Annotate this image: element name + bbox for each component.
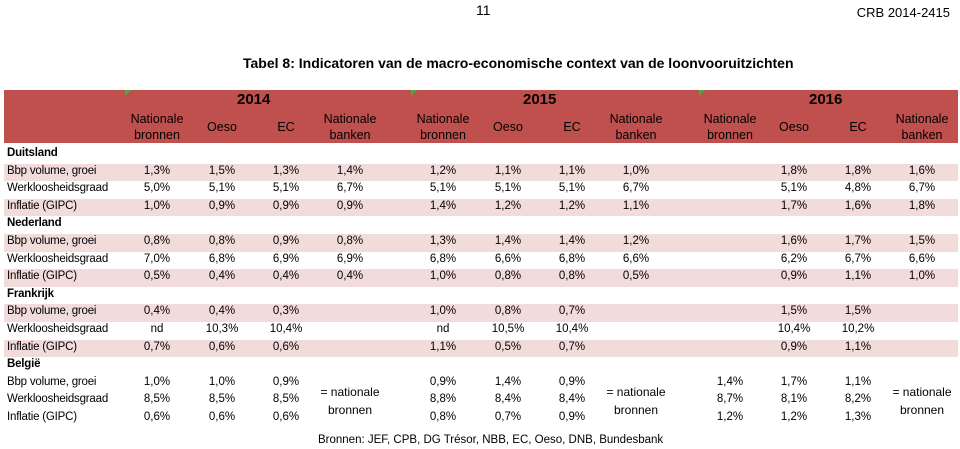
value-cell: 0,4% [143,305,171,318]
section-row [4,287,958,305]
value-cell: 0,9% [272,199,300,212]
value-cell: 0,7% [143,340,171,353]
value-cell: 0,9% [558,411,586,423]
row-label: Bbp volume, groei [7,305,97,318]
value-cell: 0,4% [208,305,236,318]
value-cell: 1,3% [143,164,171,177]
page-number: 11 [476,2,491,18]
column-header: Nationale banken [895,111,949,142]
column-header: Oeso [493,119,523,134]
value-cell: 1,8% [844,164,872,177]
value-cell: 0,8% [494,305,522,318]
value-cell: 10,3% [205,323,239,335]
column-header: Oeso [207,119,237,134]
table-row [4,375,958,393]
value-cell: 0,9% [272,375,300,388]
value-cell: 0,9% [272,235,300,247]
note-line: bronnen [327,403,373,418]
value-cell: 10,2% [841,323,875,335]
row-label: Bbp volume, groei [7,375,97,388]
table-row [4,269,958,287]
value-cell: nd [436,323,450,335]
column-header: Nationale bronnen [703,111,757,142]
value-cell: 1,4% [716,375,744,388]
value-cell: 1,2% [716,411,744,423]
value-cell: 1,1% [844,270,872,283]
value-cell: 1,2% [622,235,650,247]
value-cell: 1,0% [429,270,457,283]
value-cell: 8,5% [143,393,171,406]
value-cell: 0,8% [143,235,171,247]
value-cell: 1,3% [272,164,300,177]
value-cell: 0,9% [780,340,808,353]
value-cell: 6,8% [429,252,457,265]
value-cell: 6,7% [336,182,364,195]
column-header: Nationale bronnen [130,111,184,142]
year-label: 2014 [237,91,271,108]
table-row [4,199,958,217]
value-cell: 1,4% [558,235,586,247]
value-cell: 0,6% [272,340,300,353]
value-cell: 0,9% [780,270,808,283]
value-cell: 0,4% [272,270,300,283]
value-cell: 1,6% [844,199,872,212]
value-cell: 1,3% [429,235,457,247]
value-cell: 6,8% [208,252,236,265]
column-header: Oeso [779,119,809,134]
value-cell: 8,4% [558,393,586,406]
value-cell: 5,1% [429,182,457,195]
value-cell: 10,4% [777,323,811,335]
column-header: Nationale banken [609,111,663,142]
row-label: Werkloosheidsgraad [7,393,109,406]
value-cell: 10,4% [269,323,303,335]
section-row [4,146,958,164]
value-cell: 0,6% [143,411,171,423]
value-cell: 1,0% [429,305,457,318]
section-label: Nederland [7,217,62,230]
source-note: Bronnen: JEF, CPB, DG Trésor, NBB, EC, Oeso, DNB, Bundesbank [318,434,664,446]
value-cell: 0,7% [494,411,522,423]
value-cell: 1,1% [558,164,586,177]
note-line: = nationale [320,385,380,400]
value-cell: 6,6% [908,252,936,265]
value-cell: 1,5% [908,235,936,247]
value-cell: 6,6% [622,252,650,265]
value-cell: 0,5% [494,340,522,353]
value-cell: 6,8% [558,252,586,265]
value-cell: 0,6% [208,340,236,353]
value-cell: 1,0% [143,375,171,388]
value-cell: 1,7% [780,375,808,388]
value-cell: 0,6% [272,411,300,423]
value-cell: 0,9% [336,199,364,212]
table-row [4,410,958,428]
value-cell: 6,7% [622,182,650,195]
value-cell: 5,1% [208,182,236,195]
value-cell: 1,1% [622,199,650,212]
value-cell: 8,2% [844,393,872,406]
value-cell: 1,0% [908,270,936,283]
nationale-bronnen-note [882,375,960,428]
value-cell: 1,3% [844,411,872,423]
value-cell: 0,8% [429,411,457,423]
value-cell: 1,2% [429,164,457,177]
green-marker-icon [699,90,705,96]
row-label: Bbp volume, groei [7,235,97,247]
value-cell: 6,7% [908,182,936,195]
column-header: EC [277,119,295,134]
section-row [4,357,958,375]
table-row [4,322,958,340]
note-line: = nationale [892,385,952,400]
value-cell: 1,1% [844,340,872,353]
value-cell: 0,8% [208,235,236,247]
green-marker-icon [411,90,417,96]
section-label: België [7,358,41,371]
value-cell: 8,5% [208,393,236,406]
table-row [4,164,958,182]
section-label: Frankrijk [7,287,54,300]
document-reference: CRB 2014-2415 [856,5,950,20]
value-cell: 0,7% [558,305,586,318]
value-cell: 1,4% [494,375,522,388]
section-label: Duitsland [7,147,58,159]
value-cell: 0,9% [208,199,236,212]
value-cell: 1,0% [622,164,650,177]
note-line: bronnen [613,403,659,418]
value-cell: 4,8% [844,182,872,195]
value-cell: 0,4% [336,270,364,283]
value-cell: 10,4% [555,323,589,335]
value-cell: 6,6% [494,252,522,265]
year-label: 2016 [809,91,843,108]
value-cell: 5,1% [558,182,586,195]
row-label: Werkloosheidsgraad [7,182,109,195]
value-cell: 1,5% [844,305,872,318]
value-cell: 1,7% [844,235,872,247]
value-cell: 6,9% [336,252,364,265]
value-cell: 0,8% [494,270,522,283]
value-cell: 1,1% [844,375,872,388]
value-cell: 0,5% [143,270,171,283]
row-label: Werkloosheidsgraad [7,252,109,265]
value-cell: 0,8% [558,270,586,283]
value-cell: 8,5% [272,393,300,406]
table-row [4,234,958,252]
row-label: Bbp volume, groei [7,164,97,177]
value-cell: 1,8% [908,199,936,212]
table-row [4,304,958,322]
value-cell: 0,8% [336,235,364,247]
section-row [4,216,958,234]
value-cell: 1,2% [780,411,808,423]
value-cell: 0,3% [272,305,300,318]
value-cell: 0,4% [208,270,236,283]
note-line: = nationale [606,385,666,400]
value-cell: 1,1% [494,164,522,177]
value-cell: 0,6% [208,411,236,423]
value-cell: 7,0% [143,252,171,265]
table-row [4,181,958,199]
value-cell: 1,4% [336,164,364,177]
value-cell: 5,0% [143,182,171,195]
value-cell: nd [150,323,164,335]
value-cell: 1,5% [780,305,808,318]
value-cell: 1,2% [558,199,586,212]
value-cell: 1,4% [494,235,522,247]
value-cell: 0,7% [558,340,586,353]
value-cell: 1,8% [780,164,808,177]
value-cell: 10,5% [491,323,525,335]
nationale-bronnen-note [596,375,676,428]
value-cell: 1,7% [780,199,808,212]
row-label: Inflatie (GIPC) [7,199,77,212]
row-label: Inflatie (GIPC) [7,340,77,353]
column-header: EC [849,119,867,134]
column-header: Nationale banken [323,111,377,142]
table-title: Tabel 8: Indicatoren van de macro-economische context van de loonvooruitzichten [243,55,794,71]
value-cell: 0,9% [558,375,586,388]
value-cell: 1,0% [208,375,236,388]
value-cell: 6,2% [780,252,808,265]
green-marker-icon [125,90,131,96]
value-cell: 8,7% [716,393,744,406]
value-cell: 0,9% [429,375,457,388]
table-row [4,252,958,270]
value-cell: 1,1% [429,340,457,353]
value-cell: 5,1% [494,182,522,195]
value-cell: 1,6% [780,235,808,247]
row-label: Inflatie (GIPC) [7,411,77,423]
row-label: Werkloosheidsgraad [7,323,109,335]
value-cell: 1,4% [429,199,457,212]
value-cell: 6,9% [272,252,300,265]
value-cell: 5,1% [272,182,300,195]
table-row [4,340,958,358]
value-cell: 1,5% [208,164,236,177]
value-cell: 5,1% [780,182,808,195]
table-row [4,392,958,410]
row-label: Inflatie (GIPC) [7,270,77,283]
note-line: bronnen [899,403,945,418]
column-header: Nationale bronnen [416,111,470,142]
nationale-bronnen-note [310,375,390,428]
value-cell: 8,1% [780,393,808,406]
value-cell: 8,4% [494,393,522,406]
value-cell: 8,8% [429,393,457,406]
column-header: EC [563,119,581,134]
year-label: 2015 [523,91,557,108]
value-cell: 0,5% [622,270,650,283]
value-cell: 1,6% [908,164,936,177]
indicator-table [4,90,958,432]
value-cell: 1,0% [143,199,171,212]
value-cell: 6,7% [844,252,872,265]
value-cell: 1,2% [494,199,522,212]
